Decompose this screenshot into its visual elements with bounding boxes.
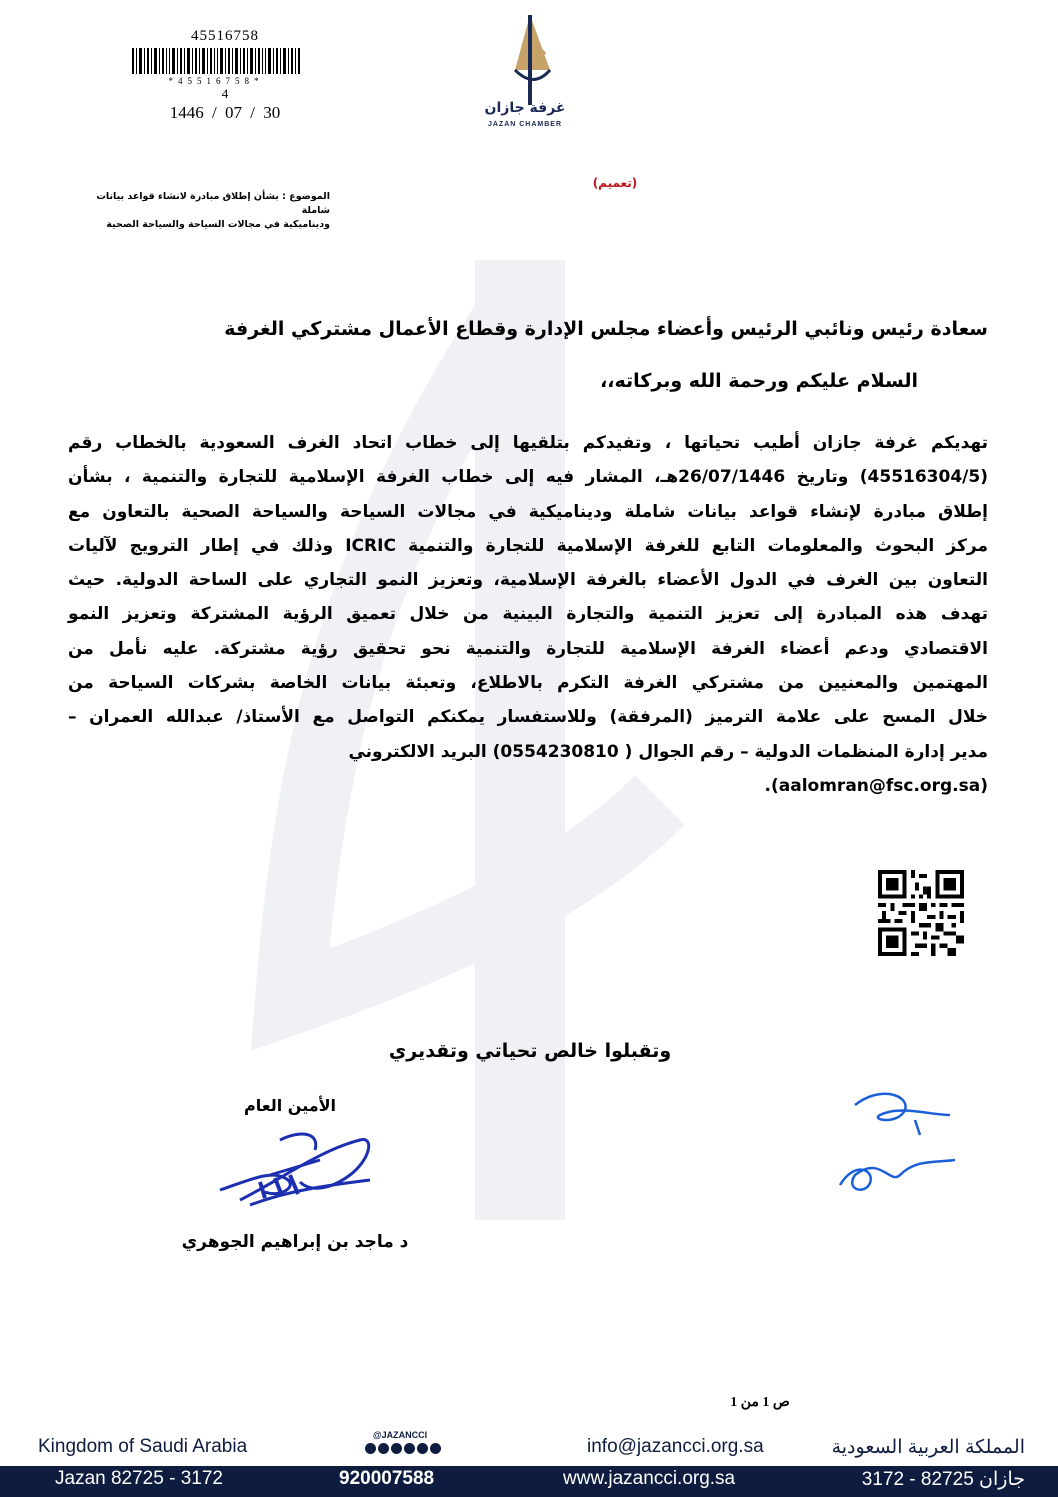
initials-icon <box>820 1075 970 1205</box>
footer-address-ar: جازان 82725 - 3172 <box>861 1469 1025 1490</box>
signatory-name: د ماجد بن إبراهيم الجوهري <box>181 1232 409 1252</box>
salutation: السلام عليكم ورحمة الله وبركاته،، <box>600 370 918 392</box>
footer-address-en: Jazan 82725 - 3172 <box>55 1468 223 1489</box>
body-line: مدير إدارة المنظمات الدولية – رقم الجوال ( 0554230810) البريد الالكتروني <box>348 741 988 762</box>
body-line: تهدف هذه المبادرة إلى تعزيز التنمية والتجارة البينية من خلال تعميق الرؤية المشتركة وتعزيز النمو <box>68 604 988 625</box>
circular-label: (تعميم) <box>592 176 638 190</box>
email-line: (aalomran@fsc.org.sa). <box>764 775 988 796</box>
barcode-digits: *45516758* <box>168 76 264 86</box>
facebook-icon[interactable] <box>391 1443 402 1454</box>
body-line: تهديكم غرفة جازان أطيب تحياتها ، وتفيدكم بتلقيها إلى خطاب اتحاد الغرف السعودية بالخطاب رقم <box>68 433 988 453</box>
youtube-icon[interactable] <box>417 1443 428 1454</box>
body-line: مركز البحوث والمعلومات التابع للغرفة الإسلامية للتجارة والتنمية ICRIC وذلك في إطار الترويج لآليات <box>68 535 988 556</box>
body-line: الاقتصادي ودعم أعضاء الغرفة الإسلامية للتجارة والتنمية نحو تحقيق رؤية مشتركة. عليه نأمل من <box>68 638 988 659</box>
signature-icon <box>210 1120 385 1230</box>
subject <box>70 190 330 232</box>
subject-line-2: وديناميكية في مجالات السياحة والسياحة الصحية <box>106 219 330 230</box>
footer-website[interactable]: www.jazancci.org.sa <box>563 1468 736 1489</box>
footer-country-en: Kingdom of Saudi Arabia <box>38 1436 248 1457</box>
hijri-date: 1446 / 07 / 30 <box>169 103 281 122</box>
instagram-icon[interactable] <box>365 1443 376 1454</box>
linkedin-icon[interactable] <box>430 1443 441 1454</box>
attachments-count: 4 <box>221 86 229 101</box>
footer-country-ar: المملكة العربية السعودية <box>831 1437 1025 1458</box>
letter-body <box>68 426 988 803</box>
body-line: (45516304/5) وتاريخ 26/07/1446هـ، المشار فيه إلى خطاب الغرفة الإسلامية للتجارة والتنمية ، بشأن <box>68 467 988 488</box>
document-number: 45516758 <box>191 28 259 44</box>
footer-email[interactable]: info@jazancci.org.sa <box>587 1436 764 1457</box>
footer-phone[interactable]: 920007588 <box>339 1468 435 1489</box>
social-handle[interactable]: @JAZANCCI <box>372 1430 428 1440</box>
body-line: التعاون بين الغرف في الدول الأعضاء بالغرفة الإسلامية، وتعزيز النمو التجاري على الساحة الدولية. حيث <box>68 570 988 591</box>
snapchat-icon[interactable] <box>378 1443 389 1454</box>
body-line: خلال المسح على علامة الترميز (المرفقة) وللاستفسار يمكنكم التواصل مع الأستاذ/ عبدالله العمران – <box>68 707 988 728</box>
closing-remark: وتقبلوا خالص تحياتي وتقديري <box>388 1040 672 1062</box>
jazan-chamber-logo-icon <box>475 10 585 135</box>
logo-name-en: JAZAN CHAMBER <box>487 121 563 128</box>
logo-name-ar: غرفة جازان <box>484 100 566 116</box>
greeting: سعادة رئيس ونائبي الرئيس وأعضاء مجلس الإدارة وقطاع الأعمال مشتركي الغرفة <box>224 318 988 340</box>
x-icon[interactable] <box>404 1443 415 1454</box>
signatory-title: الأمين العام <box>243 1096 337 1115</box>
social-icons <box>363 1443 443 1459</box>
page-number: ص 1 من 1 <box>730 1395 790 1410</box>
body-line: إطلاق مبادرة لإنشاء قواعد بيانات شاملة وديناميكية في مجالات السياحة والسياحة الصحية بالتعاون مع <box>68 501 988 522</box>
barcode <box>132 48 300 74</box>
qr-code[interactable] <box>878 870 964 956</box>
body-line: المهتمين والمعنيين من مشتركي الغرفة التكرم بالاطلاع، وتعبئة بيانات الخاصة بشركات السياحة من <box>68 673 988 694</box>
subject-line-1: الموضوع : بشأن إطلاق مبادرة لانشاء قواعد بيانات شاملة <box>96 191 330 216</box>
